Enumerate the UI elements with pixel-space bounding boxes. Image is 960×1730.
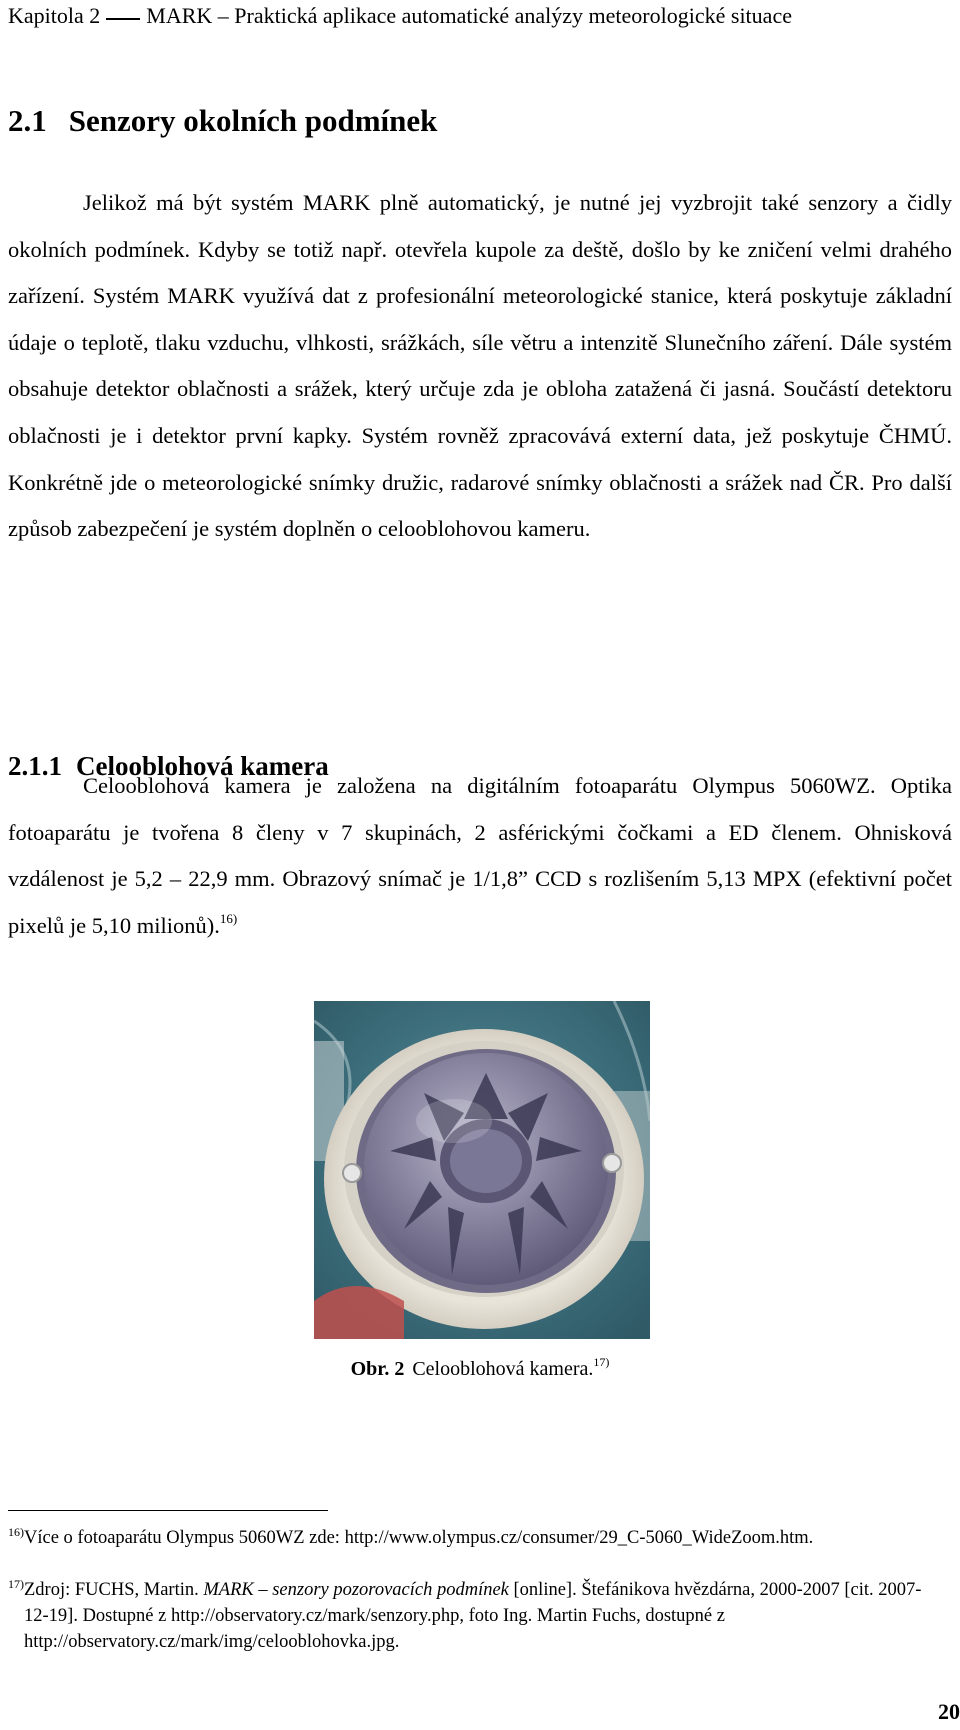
header-rule [106,18,140,20]
bolt-right [603,1154,621,1172]
footnote-text: Více o fotoaparátu Olympus 5060WZ zde: http://www.olympus.cz/consumer/29_C-5060_WideZoom.htm. [24,1528,814,1548]
footnote-rest: [online]. Štefánikova hvězdárna, 2000-2007 [cit. 2007-12-19]. Dostupné z http://observatory.cz/mark/senzory.php, foto Ing. Martin Fuchs, dostupné z http://observatory.cz/mark/img/celooblohovka.jpg. [24,1580,922,1652]
subsection-title: Celooblohová kamera [76,751,329,782]
caption-lead: Obr. 2 [350,1358,405,1380]
section-paragraph [8,180,952,553]
footnote-title: MARK – senzory pozorovacích podmínek [203,1580,509,1600]
section-heading [8,101,437,141]
subsection-paragraph-text: Celooblohová kamera je založena na digitálním fotoaparátu Olympus 5060WZ. Optika fotoaparátu je tvořena 8 členy v 7 skupinách, 2 asférickými čočkami a ED členem. Ohnisková vzdálenost je 5,2 – 22,9 mm. Obrazový snímač je 1/1,8” CCD s rozlišením 5,13 MPX (efektivní počet pixelů je 5,10 milionů). [8,773,952,938]
footnote-ref-16: 16) [219,910,238,926]
all-sky-camera-image [314,1001,650,1339]
header-chapter: Kapitola 2 [8,3,101,28]
header-title: MARK – Praktická aplikace automatické analýzy meteorologické situace [146,3,792,28]
footnote-prefix: Zdroj: FUCHS, Martin. [24,1580,199,1600]
footnote-16 [8,1525,946,1551]
caption-text: Celooblohová kamera. [412,1358,594,1380]
camera-photo [314,1001,650,1339]
subsection-paragraph [8,763,952,949]
page-number: 20 [938,1699,960,1724]
footnote-ref-17: 17) [593,1355,610,1369]
section-title: Senzory okolních podmínek [68,102,438,138]
footnote-number: 16) [8,1525,24,1539]
figure-caption [0,1356,960,1382]
subsection-number: 2.1.1 [8,751,62,782]
footnote-17 [8,1577,946,1655]
running-header [8,2,953,30]
footnote-separator [8,1510,328,1511]
footnote-body [8,1577,946,1655]
bolt-left [343,1164,361,1182]
section-paragraph-text: Jelikož má být systém MARK plně automatický, je nutné jej vyzbrojit také senzory a čidly okolních podmínek. Kdyby se totiž např. otevřela kupole za deště, došlo by ke zničení velmi drahého zařízení. Systém MARK využívá dat z profesionální meteorologické stanice, která poskytuje základní údaje o teplotě, tlaku vzduchu, vlhkosti, srážkách, síle větru a intenzitě Slunečního záření. Dále systém obsahuje detektor oblačnosti a srážek, který určuje zda je obloha zatažená či jasná. Součástí detektoru oblačnosti je i detektor první kapky. Systém rovněž zpracovává externí data, jež poskytuje ČHMÚ. Konkrétně jde o meteorologické snímky družic, radarové snímky oblačnosti a srážek nad ČR. Pro další způsob zabezpečení je systém doplněn o celooblohovou kameru. [8,190,952,542]
section-number: 2.1 [8,102,47,138]
footnote-number: 17) [8,1577,24,1591]
red-object [314,1286,404,1339]
